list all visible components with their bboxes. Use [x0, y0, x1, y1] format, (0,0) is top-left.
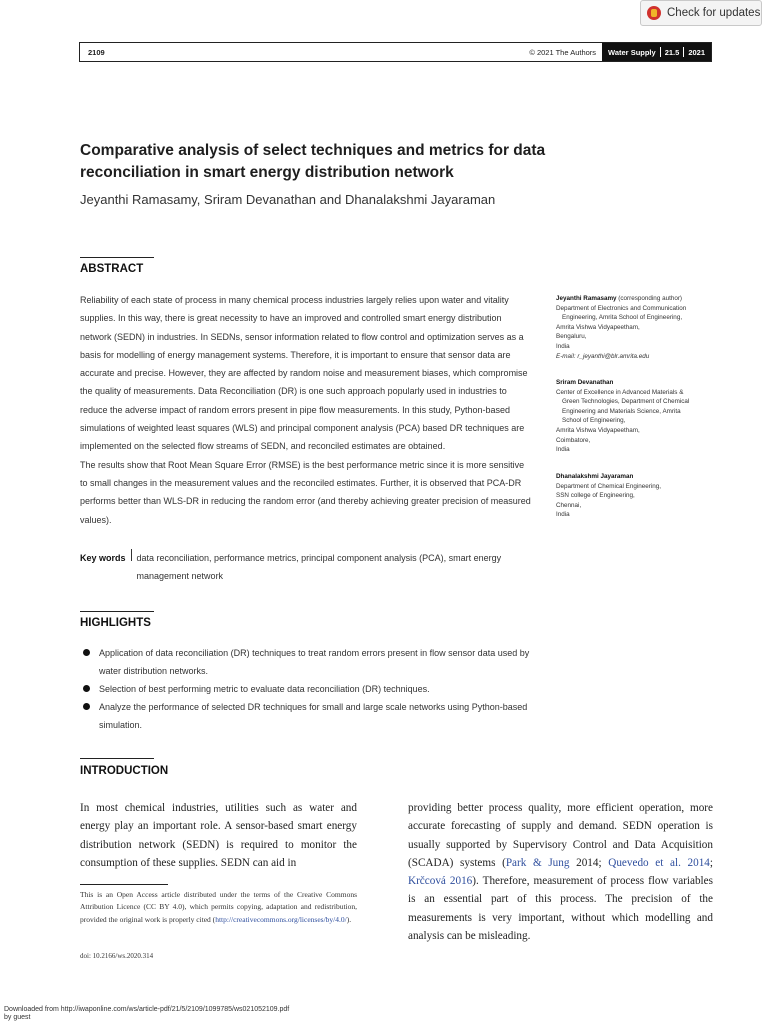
intro-left-text: In most chemical industries, utilities such as water and energy play an important role. A sensor-based smart energy distribution network (SEDN) is required to monitor the consumption of these supplies. SEDN can aid in: [80, 802, 357, 869]
affiliation-2: [556, 378, 716, 455]
highlights-heading: HIGHLIGHTS: [80, 617, 151, 629]
intro-right-column: [408, 799, 713, 945]
copyright: © 2021 The Authors: [529, 47, 597, 57]
abstract-paragraph-2: The results show that Root Mean Square Error (RMSE) is the best performance metric since it is more sensitive to small changes in the measurement values and the reconciled estimates. Further, it is observed that PCA-DR performs better than WLS-DR in reducing the random error (and thereby achieving greater precision of measured values).: [80, 459, 531, 525]
affiliation-line: India: [556, 446, 570, 454]
check-for-updates-label: Check for updates: [667, 7, 761, 19]
crossmark-icon: [647, 6, 661, 20]
affiliation-line: Chennai,: [556, 501, 582, 509]
intro-text-run: 2014;: [569, 856, 609, 869]
footnote-text: This is an Open Access article distributed under the terms of the Creative Commons Attribution Licence (CC BY 4.0), which permits copying, adaptation and redistribution, provided the original work is properly cited (: [80, 890, 357, 924]
intro-text-run: providing better process quality, more efficient operation, more accurate forecasting of supply and demand. SEDN operation is usually supported by Supervisory Control and Data Acquisition (SCADA) systems (: [408, 802, 713, 869]
affiliation-line: SSN college of Engineering,: [556, 492, 635, 500]
citation-link[interactable]: Park & Jung: [505, 856, 570, 869]
affiliation-line: Department of Chemical Engineering,: [556, 482, 662, 490]
highlights-list: [80, 644, 540, 734]
intro-text-run: ;: [709, 856, 714, 869]
abstract-body: [80, 291, 532, 529]
keywords-divider: [131, 549, 132, 561]
page-number: 2109: [88, 47, 105, 57]
paper-title: Comparative analysis of select techniques and metrics for data reconciliation in smart energy distribution network: [80, 142, 546, 181]
doi: doi: 10.2166/ws.2020.314: [80, 952, 154, 960]
license-link[interactable]: http://creativecommons.org/licenses/by/4.0/: [215, 914, 347, 924]
section-rule: [80, 758, 154, 759]
affiliation-name: Jeyanthi Ramasamy: [556, 295, 617, 302]
list-item: Analyze the performance of selected DR techniques for small and large scale networks using Python-based simulation.: [80, 698, 540, 734]
affiliation-email[interactable]: E-mail: r_jeyanthi@blr.amrita.edu: [556, 352, 650, 360]
journal-year: 2021: [688, 47, 705, 57]
license-footnote: [80, 889, 357, 926]
footnote-end: ).: [346, 914, 352, 924]
affiliation-line: Center of Excellence in Advanced Materials &: [556, 388, 684, 396]
affiliation-line: School of Engineering,: [562, 417, 626, 425]
journal-header: [79, 42, 712, 62]
affiliation-name: Dhanalakshmi Jayaraman: [556, 473, 634, 480]
footnote-rule: [80, 884, 168, 885]
section-rule: [80, 257, 154, 258]
affiliation-line: India: [556, 511, 570, 519]
keywords-label: Key words: [80, 553, 126, 563]
abstract-paragraph-1: Reliability of each state of process in many chemical process industries largely relies upon water and vitality supplies. In this way, there is great necessity to have an improved and controlled smart energy distribution network (SEDN) in industries. In SEDNs, sensor information related to flow control and optimization serves as a basis for modelling of energy management systems. Therefore, it is important to ensure that sensor data are accurate and precise. However, they are affected by random noise and measurement biases, which compromise the quality of measurements. Data Reconciliation (DR) is one such approach popularly used in industries to reduce the adverse impact of random errors present in pipe flow measurements. In this study, Python-based simulations of weighted least squares (WLS) and principal component analysis (PCA) based DR techniques are implemented on the selected flow streams of SEDN, and reconciled estimates are obtained.: [80, 295, 528, 452]
list-item: Selection of best performing metric to evaluate data reconciliation (DR) techniques.: [80, 680, 540, 698]
intro-text-run: ). Therefore, measurement of process flow variables is an essential part of this process. The precision of the measurements is very important, without which modelling and analysis can be misleading.: [408, 875, 713, 943]
affiliation-1: [556, 294, 716, 361]
download-url: Downloaded from http://iwaponline.com/ws/article-pdf/21/5/2109/1099785/ws021052109.pdf: [4, 1006, 290, 1013]
affiliation-line: Coimbatore,: [556, 436, 591, 444]
affiliation-line: Department of Electronics and Communication: [556, 304, 687, 312]
affiliation-line: Amrita Vishwa Vidyapeetham,: [556, 426, 640, 434]
citation-link[interactable]: Quevedo et al. 2014: [608, 856, 710, 869]
citation-link[interactable]: Krčcová 2016: [408, 875, 473, 888]
keywords-text: data reconciliation, performance metrics, principal component analysis (PCA), smart energy management network: [136, 553, 502, 581]
author-list: Jeyanthi Ramasamy, Sriram Devanathan and Dhanalakshmi Jayaraman: [80, 192, 496, 207]
download-guest: by guest: [4, 1014, 31, 1021]
affiliation-3: [556, 472, 716, 520]
affiliation-name: Sriram Devanathan: [556, 379, 614, 386]
intro-right-text: [408, 799, 713, 945]
check-for-updates-button[interactable]: [640, 0, 762, 26]
affiliation-line: Engineering and Materials Science, Amrita: [562, 407, 681, 415]
affiliation-line: Engineering, Amrita School of Engineering,: [562, 314, 683, 322]
intro-left-column: [80, 799, 357, 872]
affiliation-line: Green Technologies, Department of Chemical: [562, 398, 690, 406]
affiliation-line: India: [556, 342, 570, 350]
download-stamp: [4, 1006, 289, 1022]
affiliation-line: Bengaluru,: [556, 333, 587, 341]
journal-badge: [602, 43, 711, 61]
journal-name: Water Supply: [608, 47, 656, 57]
affiliation-line: Amrita Vishwa Vidyapeetham,: [556, 323, 640, 331]
section-rule: [80, 611, 154, 612]
affiliation-role: (corresponding author): [616, 295, 683, 302]
introduction-heading: INTRODUCTION: [80, 765, 169, 777]
keywords: [80, 549, 532, 585]
journal-volume: 21.5: [664, 47, 680, 57]
list-item: Application of data reconciliation (DR) techniques to treat random errors present in flow sensor data used by water distribution networks.: [80, 644, 540, 680]
abstract-heading: ABSTRACT: [80, 263, 144, 275]
